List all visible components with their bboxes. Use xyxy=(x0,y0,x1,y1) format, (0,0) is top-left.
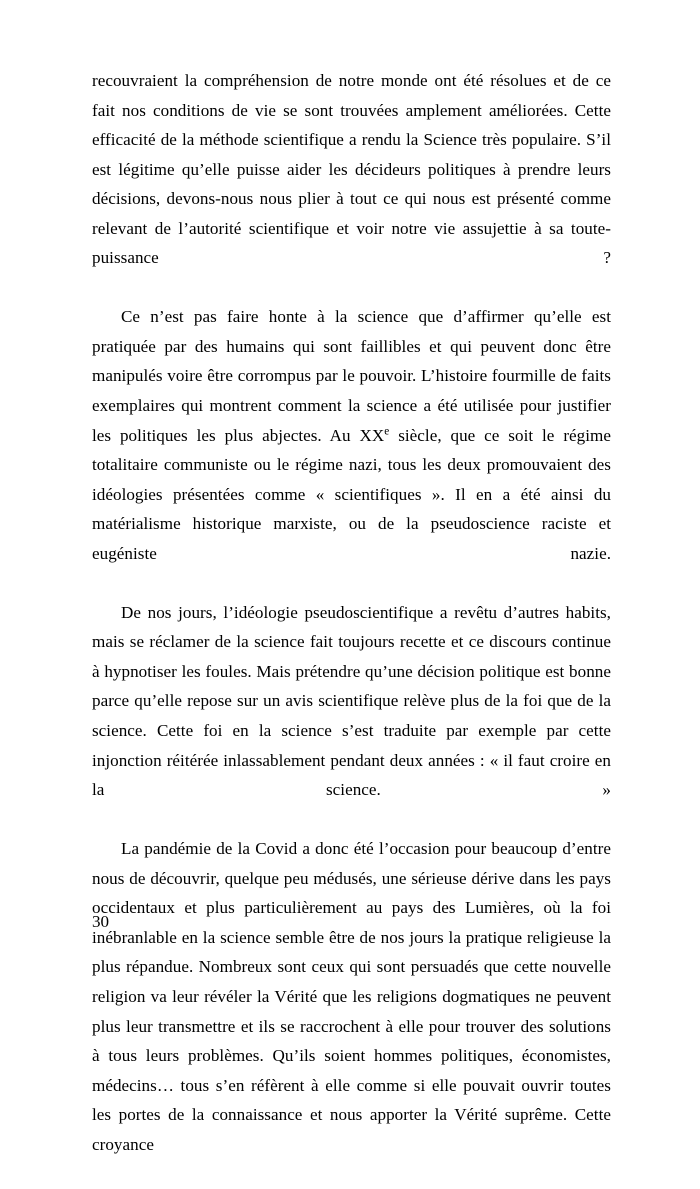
paragraph-text-segment-lead: Ce n’est pas faire honte à la science que d’affirmer qu’elle est pratiquée par des humains qui sont faillibles et qui peuvent donc être manipulés voire être corrompus par le pouvoir. L’histoire fourmille de faits exemplaires qui montrent comment la science a été utilisée pour justifier les politiques les plus abjectes. Au XX xyxy=(92,307,611,445)
paragraph-continued: recouvraient la compréhension de notre monde ont été résolues et de ce fait nos conditions de vie se sont trouvées amplement améliorées. Cette efficacité de la méthode scientifique a rendu la Science très populaire. S’il est légitime qu’elle puisse aider les décideurs politiques à prendre leurs décisions, devons-nous nous plier à tout ce qui nous est présenté comme relevant de l’autorité scientifique et voir notre vie assujettie à sa toute-puissance ? xyxy=(92,71,611,268)
page-text-body xyxy=(92,66,611,1189)
ordinal-superscript: e xyxy=(384,424,390,437)
paragraph-covid-pandemic: La pandémie de la Covid a donc été l’occasion pour beaucoup d’entre nous de découvrir, quelque peu médusés, une sérieuse dérive dans les pays occidentaux et plus particulièrement au pays des Lumières, où la foi inébranlable en la science semble être de nos jours la pratique religieuse la plus répandue. Nombreux sont ceux qui sont persuadés que cette nouvelle religion va leur révéler la Vérité que les religions dogmatiques ne peuvent plus leur transmettre et ils se raccrochent à elle pour trouver des solutions à tous leurs problèmes. Qu’ils soient hommes politiques, économistes, médecins… tous s’en réfèrent à elle comme si elle pouvait ouvrir toutes les portes de la connaissance et nous apporter la Vérité suprême. Cette croyance xyxy=(92,839,611,1154)
paragraph-text-segment-tail: siècle, que ce soit le régime totalitaire communiste ou le régime nazi, tous les deux promouvaient des idéologies présentées comme « scientifiques ». Il en a été ainsi du matérialisme historique marxiste, ou de la pseudoscience raciste et eugéniste nazie. xyxy=(92,425,611,563)
paragraph-pseudoscience-today: De nos jours, l’idéologie pseudoscientifique a revêtu d’autres habits, mais se réclamer de la science fait toujours recette et ce discours continue à hypnotiser les foules. Mais prétendre qu’une décision politique est bonne parce qu’elle repose sur un avis scientifique relève plus de la foi que de la science. Cette foi en la science s’est traduite par exemple par cette injonction réitérée inlassablement pendant deux années : « il faut croire en la science. » xyxy=(92,602,611,800)
page-number: 30 xyxy=(92,912,110,931)
paragraph-science-fallible xyxy=(92,302,611,597)
